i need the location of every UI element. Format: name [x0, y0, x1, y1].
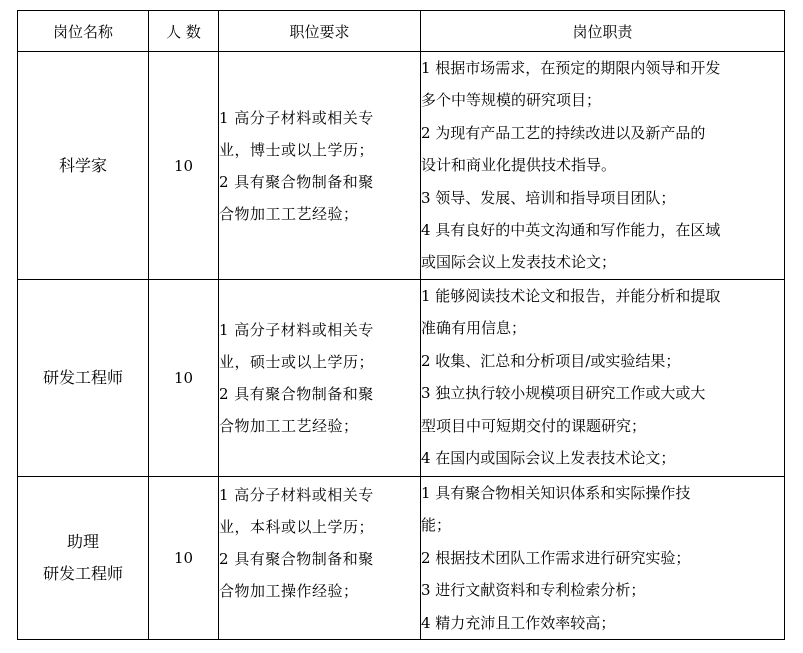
header-row	[18, 11, 785, 52]
requirement-line: 业，本科或以上学历；	[219, 518, 375, 536]
responsibility-line: 能；	[421, 516, 452, 535]
table-row	[18, 477, 785, 640]
responsibility-line: 4 在国内或国际会议上发表技术论文；	[421, 449, 676, 468]
responsibility-line: 1 根据市场需求，在预定的期限内领导和开发	[421, 59, 721, 77]
requirement-line: 业，硕士或以上学历；	[219, 353, 375, 371]
responsibility-line: 1 能够阅读技术论文和报告，并能分析和提取	[421, 287, 721, 305]
position-name-cell	[18, 52, 149, 280]
table-row	[18, 52, 785, 280]
responsibility-line: 多个中等规模的研究项目；	[421, 91, 602, 110]
requirements-cell	[219, 52, 421, 280]
position-name-cell	[18, 280, 149, 477]
requirement-line: 1 高分子材料或相关专	[219, 486, 374, 504]
responsibility-line: 3 进行文献资料和专利检索分析；	[421, 581, 646, 600]
header-requirements: 职位要求	[219, 11, 421, 52]
responsibility-line: 或国际会议上发表技术论文；	[421, 253, 617, 272]
requirement-line: 2 具有聚合物制备和聚	[219, 550, 374, 568]
responsibility-line: 3 独立执行较小规模项目研究工作或大或大	[421, 384, 706, 403]
requirement-line: 2 具有聚合物制备和聚	[219, 385, 374, 403]
position-name: 助理	[66, 532, 99, 552]
header-headcount: 人 数	[149, 11, 219, 52]
responsibility-line: 3 领导、发展、培训和指导项目团队；	[421, 188, 676, 207]
responsibility-line: 4 具有良好的中英文沟通和写作能力，在区域	[421, 221, 721, 240]
requirement-line: 合物加工工艺经验；	[219, 417, 359, 435]
position-name: 科学家	[58, 155, 107, 175]
requirement-line: 2 具有聚合物制备和聚	[219, 172, 374, 191]
position-name-cell	[18, 477, 149, 640]
headcount-cell: 10	[149, 477, 219, 640]
requirements-cell	[219, 280, 421, 477]
responsibility-line: 2 为现有产品工艺的持续改进以及新产品的	[421, 123, 706, 142]
requirement-line: 1 高分子材料或相关专	[219, 108, 374, 127]
responsibility-line: 2 根据技术团队工作需求进行研究实验；	[421, 548, 691, 567]
responsibility-line: 型项目中可短期交付的课题研究；	[421, 416, 647, 435]
requirements-cell	[219, 477, 421, 640]
requirement-line: 业，博士或以上学历；	[219, 140, 375, 159]
responsibility-line: 准确有用信息；	[421, 319, 527, 338]
responsibility-line: 4 精力充沛且工作效率较高；	[421, 613, 616, 632]
responsibilities-cell	[421, 477, 785, 640]
responsibilities-cell	[421, 280, 785, 477]
job-positions-table	[17, 10, 785, 640]
requirement-line: 合物加工操作经验；	[219, 582, 359, 600]
responsibility-line: 设计和商业化提供技术指导。	[421, 156, 617, 175]
requirement-line: 1 高分子材料或相关专	[219, 321, 374, 339]
requirement-line: 合物加工工艺经验；	[219, 204, 359, 223]
responsibility-line: 1 具有聚合物相关知识体系和实际操作技	[421, 484, 691, 502]
position-name: 研发工程师	[42, 564, 123, 584]
responsibilities-cell	[421, 52, 785, 280]
position-name: 研发工程师	[42, 368, 123, 387]
header-responsibilities: 岗位职责	[421, 11, 785, 52]
headcount-cell: 10	[149, 280, 219, 477]
header-position-name: 岗位名称	[18, 11, 149, 52]
responsibility-line: 2 收集、汇总和分析项目/或实验结果；	[421, 351, 681, 370]
headcount-cell: 10	[149, 52, 219, 280]
table-row	[18, 280, 785, 477]
